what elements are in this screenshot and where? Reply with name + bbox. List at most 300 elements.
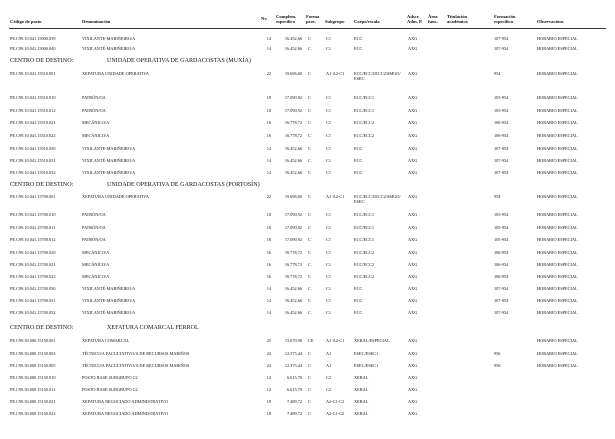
corpo-cell — [354, 120, 374, 125]
forma-cell: C — [308, 399, 311, 404]
observacions-cell: HORARIO ESPECIAL — [537, 310, 578, 315]
corpo-line: ECC/ECC1 — [354, 108, 375, 113]
code-cell: PE.C99.10.041.15510.012 — [10, 108, 56, 113]
forma-cell: C — [308, 133, 311, 138]
adscr-cell: AXG — [408, 351, 418, 356]
corpo-cell — [354, 212, 374, 217]
table-row — [0, 363, 615, 371]
observacions-cell: HORARIO ESPECIAL — [537, 225, 578, 230]
denominacion-cell: VIXILANTE-MARIÑEIRO/A — [82, 36, 136, 41]
subgrupo-cell: C1 — [326, 170, 332, 175]
observacions-cell: HORARIO ESPECIAL — [537, 46, 578, 51]
forma-cell: C — [308, 262, 311, 267]
table-row — [0, 108, 615, 116]
subgrupo-cell: C1 — [326, 95, 332, 100]
subgrupo-cell: C1 — [326, 108, 332, 113]
corpo-cell — [354, 351, 378, 356]
corpo-line: ECC/ECC2 — [354, 120, 375, 125]
forma-cell: C — [308, 411, 311, 416]
adscr-cell: AXG — [408, 274, 418, 279]
forma-cell: C — [308, 95, 311, 100]
corpo-line: ECC — [354, 298, 363, 303]
denominacion-cell: VIXILANTE-MARIÑEIRO/A — [82, 170, 136, 175]
corpo-line: ESEC — [354, 76, 365, 81]
complem-cell: 16.452,66 — [284, 46, 302, 51]
table-row — [0, 250, 615, 258]
corpo-line: ECC/ECC2 — [354, 133, 375, 138]
denominacion-cell: TÉCNICO/A FACULTATIVO/A DE RECURSOS MARIÑOS — [82, 351, 190, 356]
header-formacion: Formación específica — [494, 14, 516, 25]
denominacion-cell: MECÁNICO/A — [82, 274, 110, 279]
section-name: UNIDADE OPERATIVA DE GARDACOSTAS (MUXÍA) — [107, 58, 251, 64]
nivel-cell: 24 — [266, 363, 271, 368]
adscr-cell: AXG — [408, 146, 418, 151]
corpo-line: ESEC/ESEC1 — [354, 351, 379, 356]
subgrupo-cell: A2-C1-C2 — [326, 411, 345, 416]
denominacion-cell: VIXILANTE-MARIÑEIRO/A — [82, 298, 136, 303]
formacion-cell: 956 — [494, 351, 501, 356]
table-row — [0, 170, 615, 178]
subgrupo-cell: C1 — [326, 46, 332, 51]
header-forma: Forma prov. — [306, 14, 320, 25]
subgrupo-cell: C1 — [326, 274, 332, 279]
complem-cell: 19.696,60 — [284, 194, 302, 199]
subgrupo-cell: C1 — [326, 250, 332, 255]
adscr-cell: AXG — [408, 298, 418, 303]
table-row — [0, 387, 615, 395]
code-cell: PE.C99.10.041.15000.040 — [10, 46, 56, 51]
code-cell: PE.C99.30.000.15150.001 — [10, 338, 56, 343]
forma-cell: C — [308, 363, 311, 368]
table-row — [0, 46, 615, 54]
formacion-cell: 106-954 — [494, 133, 509, 138]
forma-cell: C — [308, 250, 311, 255]
denominacion-cell: XEFATURA COMARCAL — [82, 338, 130, 343]
complem-cell: 16.778,72 — [284, 274, 302, 279]
corpo-line: ECC — [354, 286, 363, 291]
forma-cell: C — [308, 146, 311, 151]
denominacion-cell: XEFATURA UNIDADE OPERATIVA — [82, 71, 149, 76]
adscr-cell: AXG — [408, 411, 418, 416]
subgrupo-cell: C1 — [326, 146, 332, 151]
nivel-cell: 18 — [266, 225, 271, 230]
adscr-cell: AXG — [408, 170, 418, 175]
forma-cell: C — [308, 237, 311, 242]
forma-cell: C — [308, 351, 311, 356]
adscr-cell: AXG — [408, 363, 418, 368]
table-row — [0, 286, 615, 294]
table-row — [0, 262, 615, 270]
adscr-cell: AXG — [408, 212, 418, 217]
corpo-line: ECC/ECC3/ECC2/SMGO/ — [354, 194, 401, 199]
complem-cell: 16.778,72 — [284, 262, 302, 267]
observacions-cell: HORARIO ESPECIAL — [537, 170, 578, 175]
corpo-cell — [354, 363, 378, 368]
code-cell: PE.C99.10.041.15510.032 — [10, 170, 56, 175]
formacion-cell: 107-954 — [494, 158, 509, 163]
header-area: Área func. — [428, 14, 438, 25]
adscr-cell: AXG — [408, 399, 418, 404]
nivel-cell: 14 — [266, 158, 271, 163]
forma-cell: C — [308, 120, 311, 125]
complem-cell: 7.489,72 — [286, 399, 302, 404]
corpo-line: XERAL — [354, 387, 369, 392]
corpo-cell — [354, 225, 374, 230]
adscr-cell: AXG — [408, 194, 418, 199]
table-row — [0, 71, 615, 79]
table-row — [0, 120, 615, 128]
nivel-cell: 16 — [266, 133, 271, 138]
denominacion-cell: XEFATURA NEGOCIADO ADMINISTRATIVO — [82, 411, 169, 416]
subgrupo-cell: C1 — [326, 158, 332, 163]
corpo-cell — [354, 274, 374, 279]
nivel-cell: 18 — [266, 399, 271, 404]
denominacion-cell: XEFATURA NEGOCIADO ADMINISTRATIVO — [82, 399, 169, 404]
section-label: CENTRO DE DESTINO: — [10, 58, 74, 64]
code-cell: PE.C99.10.041.15510.021 — [10, 120, 56, 125]
forma-cell: C — [308, 286, 311, 291]
nivel-cell: 25 — [266, 338, 271, 343]
adscr-cell: AXG — [408, 120, 418, 125]
corpo-cell — [354, 399, 368, 404]
adscr-cell: AXG — [408, 310, 418, 315]
nivel-cell: 14 — [266, 298, 271, 303]
code-cell: PE.C99.10.041.15700.032 — [10, 310, 56, 315]
corpo-line: XERAL — [354, 375, 369, 380]
table-row — [0, 146, 615, 154]
header-observacions: Observacións — [537, 19, 564, 24]
adscr-cell: AXG — [408, 375, 418, 380]
subgrupo-cell: A1 — [326, 351, 332, 356]
corpo-line: ECC/ECC1 — [354, 95, 375, 100]
section-label: CENTRO DE DESTINO: — [10, 325, 74, 331]
adscr-cell: AXG — [408, 158, 418, 163]
adscr-cell: AXG — [408, 133, 418, 138]
corpo-cell — [354, 194, 401, 204]
corpo-cell — [354, 237, 374, 242]
formacion-cell: 106-954 — [494, 120, 509, 125]
observacions-cell: HORARIO ESPECIAL — [537, 338, 578, 343]
denominacion-cell: XEFATURA UNIDADE OPERATIVA — [82, 194, 149, 199]
denominacion-cell: POSTO BASE SUBGRUPO C2 — [82, 375, 138, 380]
code-cell: PE.C99.10.041.15700.021 — [10, 262, 56, 267]
formacion-cell: 106-954 — [494, 262, 509, 267]
corpo-cell — [354, 310, 362, 315]
subgrupo-cell: A1-A2-C1 — [326, 338, 345, 343]
formacion-cell: 956 — [494, 363, 501, 368]
complem-cell: 16.452,66 — [284, 310, 302, 315]
complem-cell: 7.489,72 — [286, 411, 302, 416]
nivel-cell: 22 — [266, 71, 271, 76]
nivel-cell: 18 — [266, 95, 271, 100]
denominacion-cell: VIXILANTE-MARIÑEIRO/A — [82, 46, 136, 51]
code-cell: PE.C99.10.041.15700.020 — [10, 250, 56, 255]
observacions-cell: HORARIO ESPECIAL — [537, 108, 578, 113]
adscr-cell: AXG — [408, 225, 418, 230]
nivel-cell: 14 — [266, 286, 271, 291]
corpo-cell — [354, 95, 374, 100]
table-row — [0, 158, 615, 166]
code-cell: PE.C99.10.041.15510.022 — [10, 133, 56, 138]
denominacion-cell: PATRÓN/OA — [82, 212, 106, 217]
corpo-cell — [354, 375, 368, 380]
header-titulacion: Titulación académica — [447, 14, 468, 25]
adscr-cell: AXG — [408, 250, 418, 255]
table-row — [0, 212, 615, 220]
subgrupo-cell: C1 — [326, 298, 332, 303]
header-denominacion: Denominación — [82, 19, 111, 24]
observacions-cell: HORARIO ESPECIAL — [537, 274, 578, 279]
subgrupo-cell: C1 — [326, 262, 332, 267]
observacions-cell: HORARIO ESPECIAL — [537, 212, 578, 217]
corpo-line: XERAL/ESPECIAL — [354, 338, 390, 343]
complem-cell: 16.452,66 — [284, 170, 302, 175]
observacions-cell: HORARIO ESPECIAL — [537, 298, 578, 303]
corpo-cell — [354, 133, 374, 138]
corpo-line: ECC — [354, 170, 363, 175]
formacion-cell: 106-954 — [494, 274, 509, 279]
forma-cell: C — [308, 170, 311, 175]
complem-cell: 6.615,70 — [286, 375, 302, 380]
complem-cell: 17.090,92 — [284, 212, 302, 217]
complem-cell: 16.452,66 — [284, 36, 302, 41]
adscr-cell: AXG — [408, 237, 418, 242]
nivel-cell: 14 — [266, 46, 271, 51]
corpo-cell — [354, 36, 362, 41]
adscr-cell: AXG — [408, 71, 418, 76]
subgrupo-cell: C1 — [326, 286, 332, 291]
denominacion-cell: VIXILANTE-MARIÑEIRO/A — [82, 158, 136, 163]
corpo-cell — [354, 338, 390, 343]
adscr-cell: AXG — [408, 108, 418, 113]
complem-cell: 16.452,66 — [284, 158, 302, 163]
corpo-cell — [354, 250, 374, 255]
forma-cell: C — [308, 298, 311, 303]
complem-cell: 17.090,92 — [284, 95, 302, 100]
header-nivel: Nv. — [261, 16, 268, 21]
forma-cell: C — [308, 387, 311, 392]
formacion-cell: 107-954 — [494, 310, 509, 315]
corpo-line: ECC/ECC1 — [354, 225, 375, 230]
denominacion-cell: MECÁNICO/A — [82, 133, 110, 138]
header-rule — [9, 28, 606, 29]
subgrupo-cell: C1 — [326, 225, 332, 230]
subgrupo-cell: C2 — [326, 387, 332, 392]
subgrupo-cell: C1 — [326, 133, 332, 138]
nivel-cell: 14 — [266, 170, 271, 175]
formacion-cell: 107-954 — [494, 298, 509, 303]
corpo-cell — [354, 108, 374, 113]
forma-cell: C — [308, 194, 311, 199]
nivel-cell: 14 — [266, 310, 271, 315]
forma-cell: C — [308, 274, 311, 279]
code-cell: PE.C99.10.041.15700.001 — [10, 194, 56, 199]
forma-cell: C — [308, 36, 311, 41]
nivel-cell: 18 — [266, 212, 271, 217]
code-cell: PE.C99.10.041.15700.030 — [10, 286, 56, 291]
formacion-cell: 954 — [494, 71, 501, 76]
nivel-cell: 16 — [266, 262, 271, 267]
code-cell: PE.C99.10.041.15700.031 — [10, 298, 56, 303]
formacion-cell: 107-954 — [494, 36, 509, 41]
complem-cell: 19.696,60 — [284, 71, 302, 76]
corpo-line: ECC — [354, 158, 363, 163]
table-row — [0, 95, 615, 103]
forma-cell: C — [308, 71, 311, 76]
corpo-line: ESEC/ESEC1 — [354, 363, 379, 368]
corpo-cell — [354, 146, 362, 151]
complem-cell: 12.375,44 — [284, 351, 302, 356]
observacions-cell: HORARIO ESPECIAL — [537, 286, 578, 291]
header-codigo: Código de posto — [10, 19, 42, 24]
code-cell: PE.C99.30.000.15150.005 — [10, 363, 56, 368]
corpo-line: ESEC — [354, 199, 365, 204]
adscr-cell: AXG — [408, 387, 418, 392]
subgrupo-cell: C1 — [326, 310, 332, 315]
observacions-cell: HORARIO ESPECIAL — [537, 158, 578, 163]
subgrupo-cell: C2 — [326, 375, 332, 380]
code-cell: PE.C99.10.041.15700.011 — [10, 225, 56, 230]
complem-cell: 16.452,66 — [284, 146, 302, 151]
subgrupo-cell: A1-A2-C1 — [326, 71, 345, 76]
table-row — [0, 310, 615, 318]
forma-cell: C — [308, 158, 311, 163]
observacions-cell: HORARIO ESPECIAL — [537, 120, 578, 125]
formacion-cell: 105-954 — [494, 212, 509, 217]
observacions-cell: HORARIO ESPECIAL — [537, 351, 578, 356]
header-corpo: Corpo/escala — [354, 19, 380, 24]
corpo-cell — [354, 46, 362, 51]
corpo-line: ECC/ECC2 — [354, 250, 375, 255]
corpo-line: ECC/ECC2 — [354, 262, 375, 267]
subgrupo-cell: A1 — [326, 363, 332, 368]
complem-cell: 16.778,72 — [284, 120, 302, 125]
denominacion-cell: TÉCNICO/A FACULTATIVO/A DE RECURSOS MARIÑOS — [82, 363, 190, 368]
nivel-cell: 18 — [266, 237, 271, 242]
code-cell: PE.C99.10.041.15510.001 — [10, 71, 56, 76]
adscr-cell: AXG — [408, 95, 418, 100]
nivel-cell: 18 — [266, 411, 271, 416]
section-name: UNIDADE OPERATIVA DE GARDACOSTAS (PORTOSÍN) — [107, 182, 260, 188]
nivel-cell: 12 — [266, 375, 271, 380]
complem-cell: 16.452,66 — [284, 298, 302, 303]
complem-cell: 6.615,70 — [286, 387, 302, 392]
corpo-line: ECC — [354, 36, 363, 41]
code-cell: PE.C99.30.000.15150.011 — [10, 387, 56, 392]
table-row — [0, 274, 615, 282]
table-row — [0, 194, 615, 202]
nivel-cell: 14 — [266, 146, 271, 151]
denominacion-cell: PATRÓN/OA — [82, 95, 106, 100]
formacion-cell: 107-954 — [494, 170, 509, 175]
code-cell: PE.C99.10.041.15510.010 — [10, 95, 56, 100]
table-row — [0, 237, 615, 245]
observacions-cell: HORARIO ESPECIAL — [537, 194, 578, 199]
observacions-cell: HORARIO ESPECIAL — [537, 262, 578, 267]
denominacion-cell: PATRÓN/OA — [82, 237, 106, 242]
nivel-cell: 22 — [266, 194, 271, 199]
nivel-cell: 12 — [266, 387, 271, 392]
forma-cell: C — [308, 375, 311, 380]
denominacion-cell: MECÁNICO/A — [82, 120, 110, 125]
subgrupo-cell: C1 — [326, 237, 332, 242]
corpo-line: ECC — [354, 310, 363, 315]
formacion-cell: 106-954 — [494, 250, 509, 255]
code-cell: PE.C99.10.041.15510.031 — [10, 158, 56, 163]
adscr-cell: AXG — [408, 46, 418, 51]
corpo-cell — [354, 71, 401, 81]
code-cell: PE.C99.10.041.15700.012 — [10, 237, 56, 242]
corpo-cell — [354, 158, 362, 163]
denominacion-cell: VIXILANTE-MARIÑEIRO/A — [82, 286, 136, 291]
observacions-cell: HORARIO ESPECIAL — [537, 95, 578, 100]
section-label: CENTRO DE DESTINO: — [10, 182, 74, 188]
nivel-cell: 16 — [266, 250, 271, 255]
complem-cell: 16.778,72 — [284, 250, 302, 255]
observacions-cell: HORARIO ESPECIAL — [537, 133, 578, 138]
corpo-line: ECC — [354, 46, 363, 51]
denominacion-cell: VIXILANTE-MARIÑEIRO/A — [82, 146, 136, 151]
corpo-line: ECC/ECC1 — [354, 237, 375, 242]
denominacion-cell: PATRÓN/OA — [82, 225, 106, 230]
table-row — [0, 133, 615, 141]
nivel-cell: 16 — [266, 120, 271, 125]
complem-cell: 17.090,92 — [284, 108, 302, 113]
corpo-line: ECC/ECC2 — [354, 274, 375, 279]
header-complem: Complem. específico — [276, 14, 297, 25]
formacion-cell: 954 — [494, 194, 501, 199]
code-cell: PE.C99.10.041.15700.010 — [10, 212, 56, 217]
subgrupo-cell: C1 — [326, 120, 332, 125]
code-cell: PE.C99.10.041.15000.039 — [10, 36, 56, 41]
table-row — [0, 351, 615, 359]
table-row — [0, 338, 615, 346]
complem-cell: 12.375,44 — [284, 363, 302, 368]
adscr-cell: AXG — [408, 262, 418, 267]
observacions-cell: HORARIO ESPECIAL — [537, 71, 578, 76]
code-cell: PE.C99.10.041.15700.022 — [10, 274, 56, 279]
subgrupo-cell: A2-C1-C2 — [326, 399, 345, 404]
observacions-cell: HORARIO ESPECIAL — [537, 250, 578, 255]
header-adscr: Adscr. Adm. P. — [407, 14, 423, 25]
denominacion-cell: VIXILANTE-MARIÑEIRO/A — [82, 310, 136, 315]
nivel-cell: 14 — [266, 36, 271, 41]
forma-cell: C — [308, 46, 311, 51]
corpo-cell — [354, 298, 362, 303]
subgrupo-cell: A1-A2-C1 — [326, 194, 345, 199]
forma-cell: C — [308, 310, 311, 315]
corpo-line: XERAL — [354, 411, 369, 416]
complem-cell: 17.090,92 — [284, 237, 302, 242]
table-row — [0, 375, 615, 383]
complem-cell: 17.090,92 — [284, 225, 302, 230]
corpo-cell — [354, 387, 368, 392]
code-cell: PE.C99.30.000.15150.021 — [10, 399, 56, 404]
formacion-cell: 105-954 — [494, 237, 509, 242]
corpo-cell — [354, 262, 374, 267]
formacion-cell: 107-954 — [494, 46, 509, 51]
complem-cell: 16.452,66 — [284, 286, 302, 291]
observacions-cell: HORARIO ESPECIAL — [537, 237, 578, 242]
forma-cell: C — [308, 225, 311, 230]
formacion-cell: 105-954 — [494, 95, 509, 100]
table-row — [0, 411, 615, 419]
table-row — [0, 399, 615, 407]
table-row — [0, 298, 615, 306]
denominacion-cell: MECÁNICO/A — [82, 262, 110, 267]
nivel-cell: 16 — [266, 274, 271, 279]
forma-cell: CE — [308, 338, 314, 343]
